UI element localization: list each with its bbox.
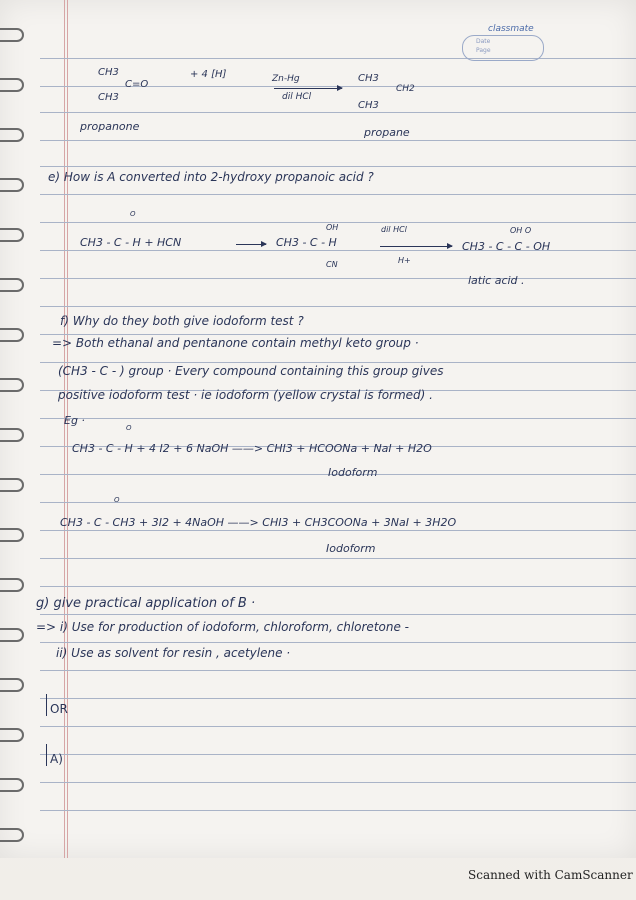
- r1-co: C=O: [125, 79, 149, 90]
- r1-ch3-top: CH3: [98, 67, 119, 78]
- e-reactants: CH3 - C - H + HCN: [80, 236, 182, 249]
- ring: [0, 528, 24, 542]
- ring: [0, 28, 24, 42]
- ring: [0, 478, 24, 492]
- f-example-label: Eg ·: [64, 414, 85, 427]
- stamp-date-label: Date: [476, 38, 491, 45]
- f-answer-line-2: (CH3 - C - ) group · Every compound containing this group gives: [58, 364, 444, 378]
- r1-product-3: CH3: [358, 100, 379, 111]
- rule-line: [40, 782, 636, 783]
- ring: [0, 328, 24, 342]
- r1-catalyst-2: dil HCl: [282, 92, 312, 102]
- ring: [0, 828, 24, 842]
- rule-line: [40, 334, 636, 335]
- a-label: A): [50, 752, 63, 766]
- rule-line: [40, 726, 636, 727]
- or-label: OR: [50, 702, 68, 716]
- reaction-arrow: [380, 246, 452, 247]
- ring: [0, 578, 24, 592]
- rule-line: [40, 810, 636, 811]
- ring: [0, 178, 24, 192]
- e-condition-2: H+: [398, 256, 411, 265]
- f-equation-2: CH3 - C - CH3 + 3I2 + 4NaOH ——> CHI3 + CH3COONa + 3NaI + 3H2O: [60, 516, 457, 529]
- margin-line: [64, 0, 65, 858]
- f-oxygen-2: O: [114, 496, 120, 504]
- rule-line: [40, 698, 636, 699]
- rule-line: [40, 112, 636, 113]
- r1-ch3-bottom: CH3: [98, 92, 119, 103]
- rule-line: [40, 586, 636, 587]
- spiral-binding: [0, 0, 30, 858]
- rule-line: [40, 670, 636, 671]
- e-cn: CN: [326, 260, 338, 269]
- rule-line: [40, 306, 636, 307]
- r1-product-name: propane: [364, 126, 410, 139]
- e-product: CH3 - C - C - OH: [462, 240, 551, 253]
- ring: [0, 278, 24, 292]
- rule-line: [40, 418, 636, 419]
- rule-line: [40, 278, 636, 279]
- rule-line: [40, 194, 636, 195]
- r1-reagent: + 4 [H]: [190, 69, 227, 80]
- ring: [0, 228, 24, 242]
- e-oxygen: O: [130, 210, 136, 218]
- e-oh: OH: [326, 223, 339, 232]
- rule-line: [40, 530, 636, 531]
- rule-line: [40, 362, 636, 363]
- ring: [0, 728, 24, 742]
- f-oxygen-1: O: [126, 424, 132, 432]
- rule-line: [40, 558, 636, 559]
- rule-line: [40, 140, 636, 141]
- e-product-name: latic acid .: [468, 274, 525, 287]
- stamp-page-label: Page: [476, 47, 491, 54]
- r1-product-2: CH2: [396, 84, 415, 94]
- rule-line: [40, 642, 636, 643]
- question-f: f) Why do they both give iodoform test ?: [60, 314, 304, 328]
- f-product-name-1: Iodoform: [328, 466, 378, 479]
- g-answer-line-1: => i) Use for production of iodoform, chloroform, chloretone -: [36, 620, 409, 634]
- e-product-oh: OH O: [510, 226, 532, 235]
- ring: [0, 78, 24, 92]
- f-equation-1: CH3 - C - H + 4 I2 + 6 NaOH ——> CHI3 + HCOONa + NaI + H2O: [72, 442, 432, 455]
- rule-line: [40, 58, 636, 59]
- e-intermediate: CH3 - C - H: [276, 236, 337, 249]
- r1-product-1: CH3: [358, 73, 379, 84]
- ring: [0, 678, 24, 692]
- rule-line: [40, 166, 636, 167]
- r1-reactant-name: propanone: [80, 120, 140, 133]
- date-page-stamp: [462, 35, 544, 61]
- r1-catalyst-1: Zn-Hg: [272, 74, 300, 84]
- margin-line: [67, 0, 68, 858]
- f-answer-line-3: positive iodoform test · ie iodoform (yellow crystal is formed) .: [58, 388, 433, 402]
- ring: [0, 378, 24, 392]
- f-product-name-2: Iodoform: [326, 542, 376, 555]
- e-condition-1: dil HCl: [381, 225, 407, 234]
- ring: [0, 428, 24, 442]
- scanner-footer: Scanned with CamScanner: [468, 868, 633, 882]
- g-answer-line-2: ii) Use as solvent for resin , acetylene ·: [56, 646, 291, 660]
- rule-line: [40, 754, 636, 755]
- rule-line: [40, 502, 636, 503]
- rule-line: [40, 614, 636, 615]
- reaction-arrow: [274, 88, 342, 89]
- question-e: e) How is A converted into 2-hydroxy propanoic acid ?: [48, 170, 374, 184]
- reaction-arrow: [236, 244, 266, 245]
- ring: [0, 778, 24, 792]
- ring: [0, 128, 24, 142]
- f-answer-line-1: => Both ethanal and pentanone contain methyl keto group ·: [52, 336, 419, 350]
- question-g: g) give practical application of B ·: [36, 596, 256, 611]
- brand-name: classmate: [488, 24, 534, 34]
- ring: [0, 628, 24, 642]
